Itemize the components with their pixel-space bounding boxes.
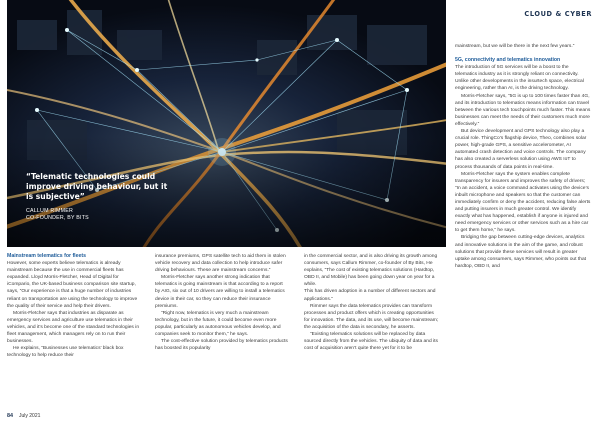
page-number: 84 [7,413,13,419]
paragraph: Morris-Fletcher says, “5G is up to 100 times faster than 4G, and its introduction to telematics means information can travel between the various tech touchpoints much faster. This means businesses can meet the needs of their customers much more effectively.” [455,93,591,127]
section-tag: CLOUD & CYBER [524,10,592,18]
page-footer [7,413,40,419]
paragraph: Morris-Fletcher says the system enables complete transparency for insurers and improves the safety of drivers; “In an accident, a voice command activates using the device’s inbuilt microphone and speakers so that the customer can immediately confirm or deny the accident, reducing false alerts and putting insurers in much greater control. We identify exactly what has happened, establish if anyone is injured and need emergency services or other services such as a hire car to get them home,” he says. [455,171,591,234]
paragraph: However, some experts believe telematics is already mainstream because the use in commercial fleets has expanded. Lloyd Morris-Fletcher, Head of Digital for iCompario, the UK-based business comparison site startup, says, “Our experience is that a huge number of industries reliant on transportation are using the technology to improve the quality of their service and help their drivers. [7,261,138,309]
paragraph: Rimmer says the data telematics provides can transform processes and product offers which is creating opportunities for innovation. The data, and its use, will become mainstream; the acquisition of the data is secondary, he asserts. [304,303,439,330]
paragraph: Morris-Fletcher says that industries as disparate as emergency services and agriculture use telematics in their vehicles, and it’s become one of the standard technologies in fleet management, which managers rely on to run their businesses. [7,310,140,345]
issue-date: July 2021 [19,413,41,419]
paragraph: The introduction of 5G services will be a boost to the telematics industry as it is strongly reliant on connectivity. Unlike other developments in the insurtech space, electrical engineering, rather than AI, is the driving technology. [455,65,584,92]
text-column-1 [7,253,140,359]
paragraph: insurance premiums, GPS satellite tech to aid them in stolen vehicle recovery and data collection to help introduce safer driving behaviours. These are mainstream concerns.” [155,254,286,274]
text-column-2 [155,253,288,352]
subheading-mainstream: Mainstream telematics for fleets [7,253,86,259]
paragraph: He explains, “Businesses use telematics’ black box technology to help reduce their [7,346,124,359]
hero-photo [7,0,446,247]
paragraph: But device development and GPS technology also play a crucial role. ThingCo’s flagship device, Theo, combines solar power, high-grade GPS, a sensitive accelerometer, AI automated crash detection and voice controls. The company has also created a serverless solution using AWS IoT to process thousands of data points in real-time. [455,129,587,170]
text-column-3 [304,253,439,352]
paragraph: Morris-Fletcher says another strong indication that telematics is going mainstream is that according to a report by AIG, six out of 10 drivers are willing to install a telematics device in their car, so they can reduce their insurance premiums. [155,275,285,309]
paragraph: “Existing telematics solutions will be replaced by data sourced directly from the vehicles. The ubiquity of data and its cost of acquisition aren’t quite there yet for it to be [304,332,438,352]
paragraph: in the commercial sector, and is also driving its growth among consumers, says Callum Rimmer, co-founder of By Bits, He explains, “The cost of existing telematics solutions (Hardtop, OBD II, and Mobile) has been going down year on year for a while. [304,254,438,288]
paragraph: Bridging the gap between cutting-edge devices, analytics and innovative solutions in the aim of the game, and robust solutions that provide these services will result in greater uptake among consumers, says Rimmer, who points out that hardtop, OBD II, and [455,235,587,269]
quote-attribution-name: CALLUM RIMMER [26,208,74,214]
paragraph: mainstream, but we will be there in the next few years.” [455,44,575,49]
pull-quote: “Telematic technologies could improve driving behaviour, but it is subjective” [26,172,168,201]
quote-attribution-role: CO-FOUNDER, BY BITS [26,215,89,221]
text-column-4 [455,43,591,270]
paragraph: This has driven adoption in a number of different sectors and applications.” [304,289,436,302]
paragraph: “Right now, telematics is very much a mainstream technology, but in the future, it could become even more popular, particularly as autonomous vehicles develop, and companies seek to monitor them,” he says. [155,310,281,338]
paragraph: The cost-effective solution provided by telematics products has boosted its popularity [155,339,288,352]
subheading-5g: 5G, connectivity and telematics innovation [455,57,561,64]
